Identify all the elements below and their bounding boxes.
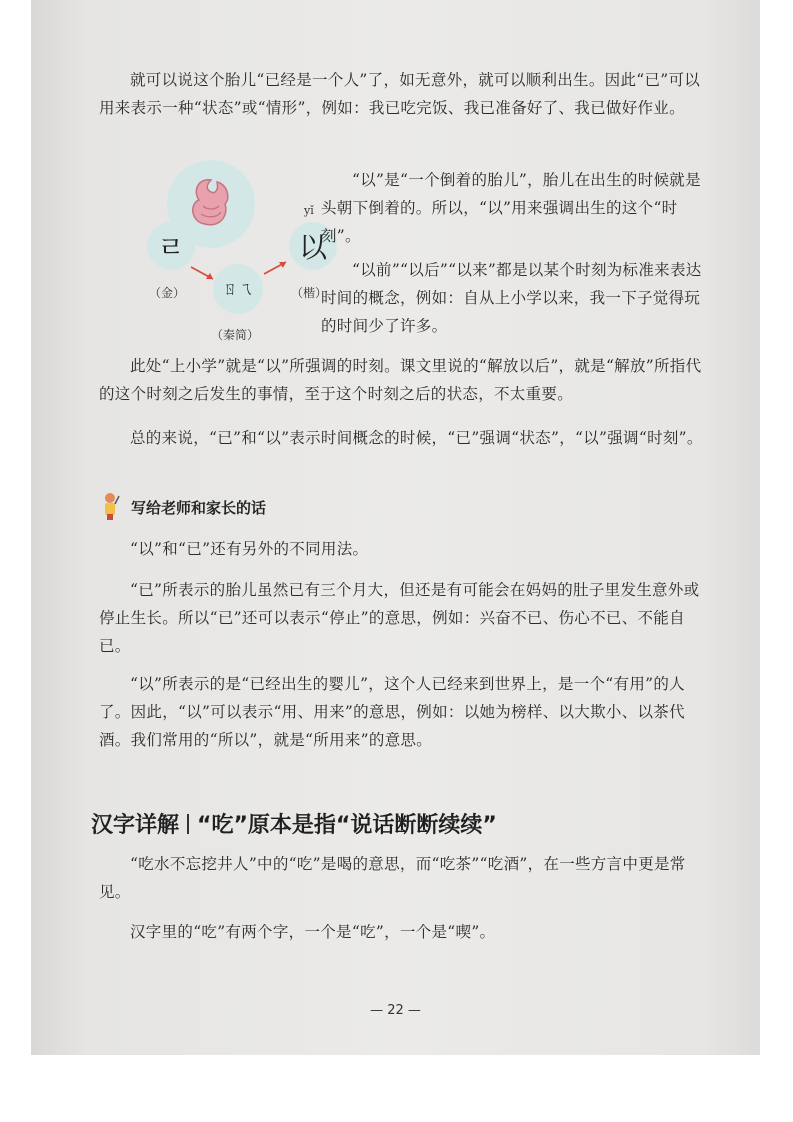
kaishu-glyph: 以 — [298, 231, 327, 264]
paragraph-8: “以”所表示的是“已经出生的婴儿”，这个人已经来到世界上，是一个“有用”的人了。因此，“以”可以表示“用、用来”的意思，例如：以她为榜样、以大欺小、以茶代酒。我们常用的“所以”，就是“所用来”的意思。 — [99, 675, 685, 749]
paragraph-6: “以”和“已”还有另外的不同用法。 — [130, 540, 369, 558]
paragraph-2: “以”是“一个倒着的胎儿”，胎儿在出生的时候就是头朝下倒着的。所以，“以”用来强调出生的这个“时刻”。 — [321, 171, 701, 245]
paragraph-5: 总的来说，“已”和“以”表示时间概念的时候，“已”强调“状态”，“以”强调“时刻”。 — [130, 429, 703, 447]
character-evolution-figure — [109, 160, 328, 350]
chapter-divider — [187, 814, 189, 834]
jinwen-circle — [147, 222, 195, 270]
paragraph-7: “已”所表示的胎儿虽然已有三个月大，但还是有可能会在妈妈的肚子里发生意外或停止生长。所以“已”还可以表示“停止”的意思，例如：兴奋不已、伤心不已、不能自已。 — [99, 581, 700, 655]
qinjian-glyph: ㄖㄟ — [221, 279, 254, 298]
jinwen-glyph: ㄹ — [157, 231, 185, 264]
caption-jin: （金） — [149, 286, 186, 300]
page-number: — 22 — — [370, 1003, 421, 1018]
book-page — [31, 0, 760, 1055]
arrow-left-icon — [189, 264, 219, 284]
paragraph-4: 此处“上小学”就是“以”所强调的时刻。课文里说的“解放以后”，就是“解放”所指代的这个时刻之后发生的事情，至于这个时刻之后的状态，不太重要。 — [99, 357, 702, 403]
teacher-note-heading — [99, 492, 266, 522]
paragraph-9: “吃水不忘挖井人”中的“吃”是喝的意思，而“吃茶”“吃酒”，在一些方言中更是常见。 — [99, 855, 686, 901]
qinjian-circle — [213, 264, 263, 314]
arrow-right-icon — [261, 258, 291, 278]
chapter-prefix: 汉字详解 — [91, 813, 180, 838]
caption-kai: （楷） — [291, 286, 328, 300]
caption-qinjian: （秦简） — [211, 328, 260, 342]
pinyin-label: yǐ — [304, 204, 314, 217]
paragraph-3: “以前”“以后”“以来”都是以某个时刻为标准来表达时间的概念，例如：自从上小学以来，我一下子觉得玩的时间少了许多。 — [321, 261, 702, 335]
chapter-heading — [91, 808, 497, 839]
pencil-person-icon — [99, 492, 121, 522]
teacher-note-title: 写给老师和家长的话 — [131, 498, 267, 517]
page-photo — [31, 0, 760, 1055]
chapter-title: “吃”原本是指“说话断断续续” — [197, 813, 497, 838]
paragraph-1: 就可以说这个胎儿“已经是一个人”了，如无意外，就可以顺利出生。因此“已”可以用来表示一种“状态”或“情形”，例如：我已吃完饭、我已准备好了、我已做好作业。 — [99, 71, 701, 117]
paragraph-10: 汉字里的“吃”有两个字，一个是“吃”，一个是“喫”。 — [130, 923, 496, 941]
